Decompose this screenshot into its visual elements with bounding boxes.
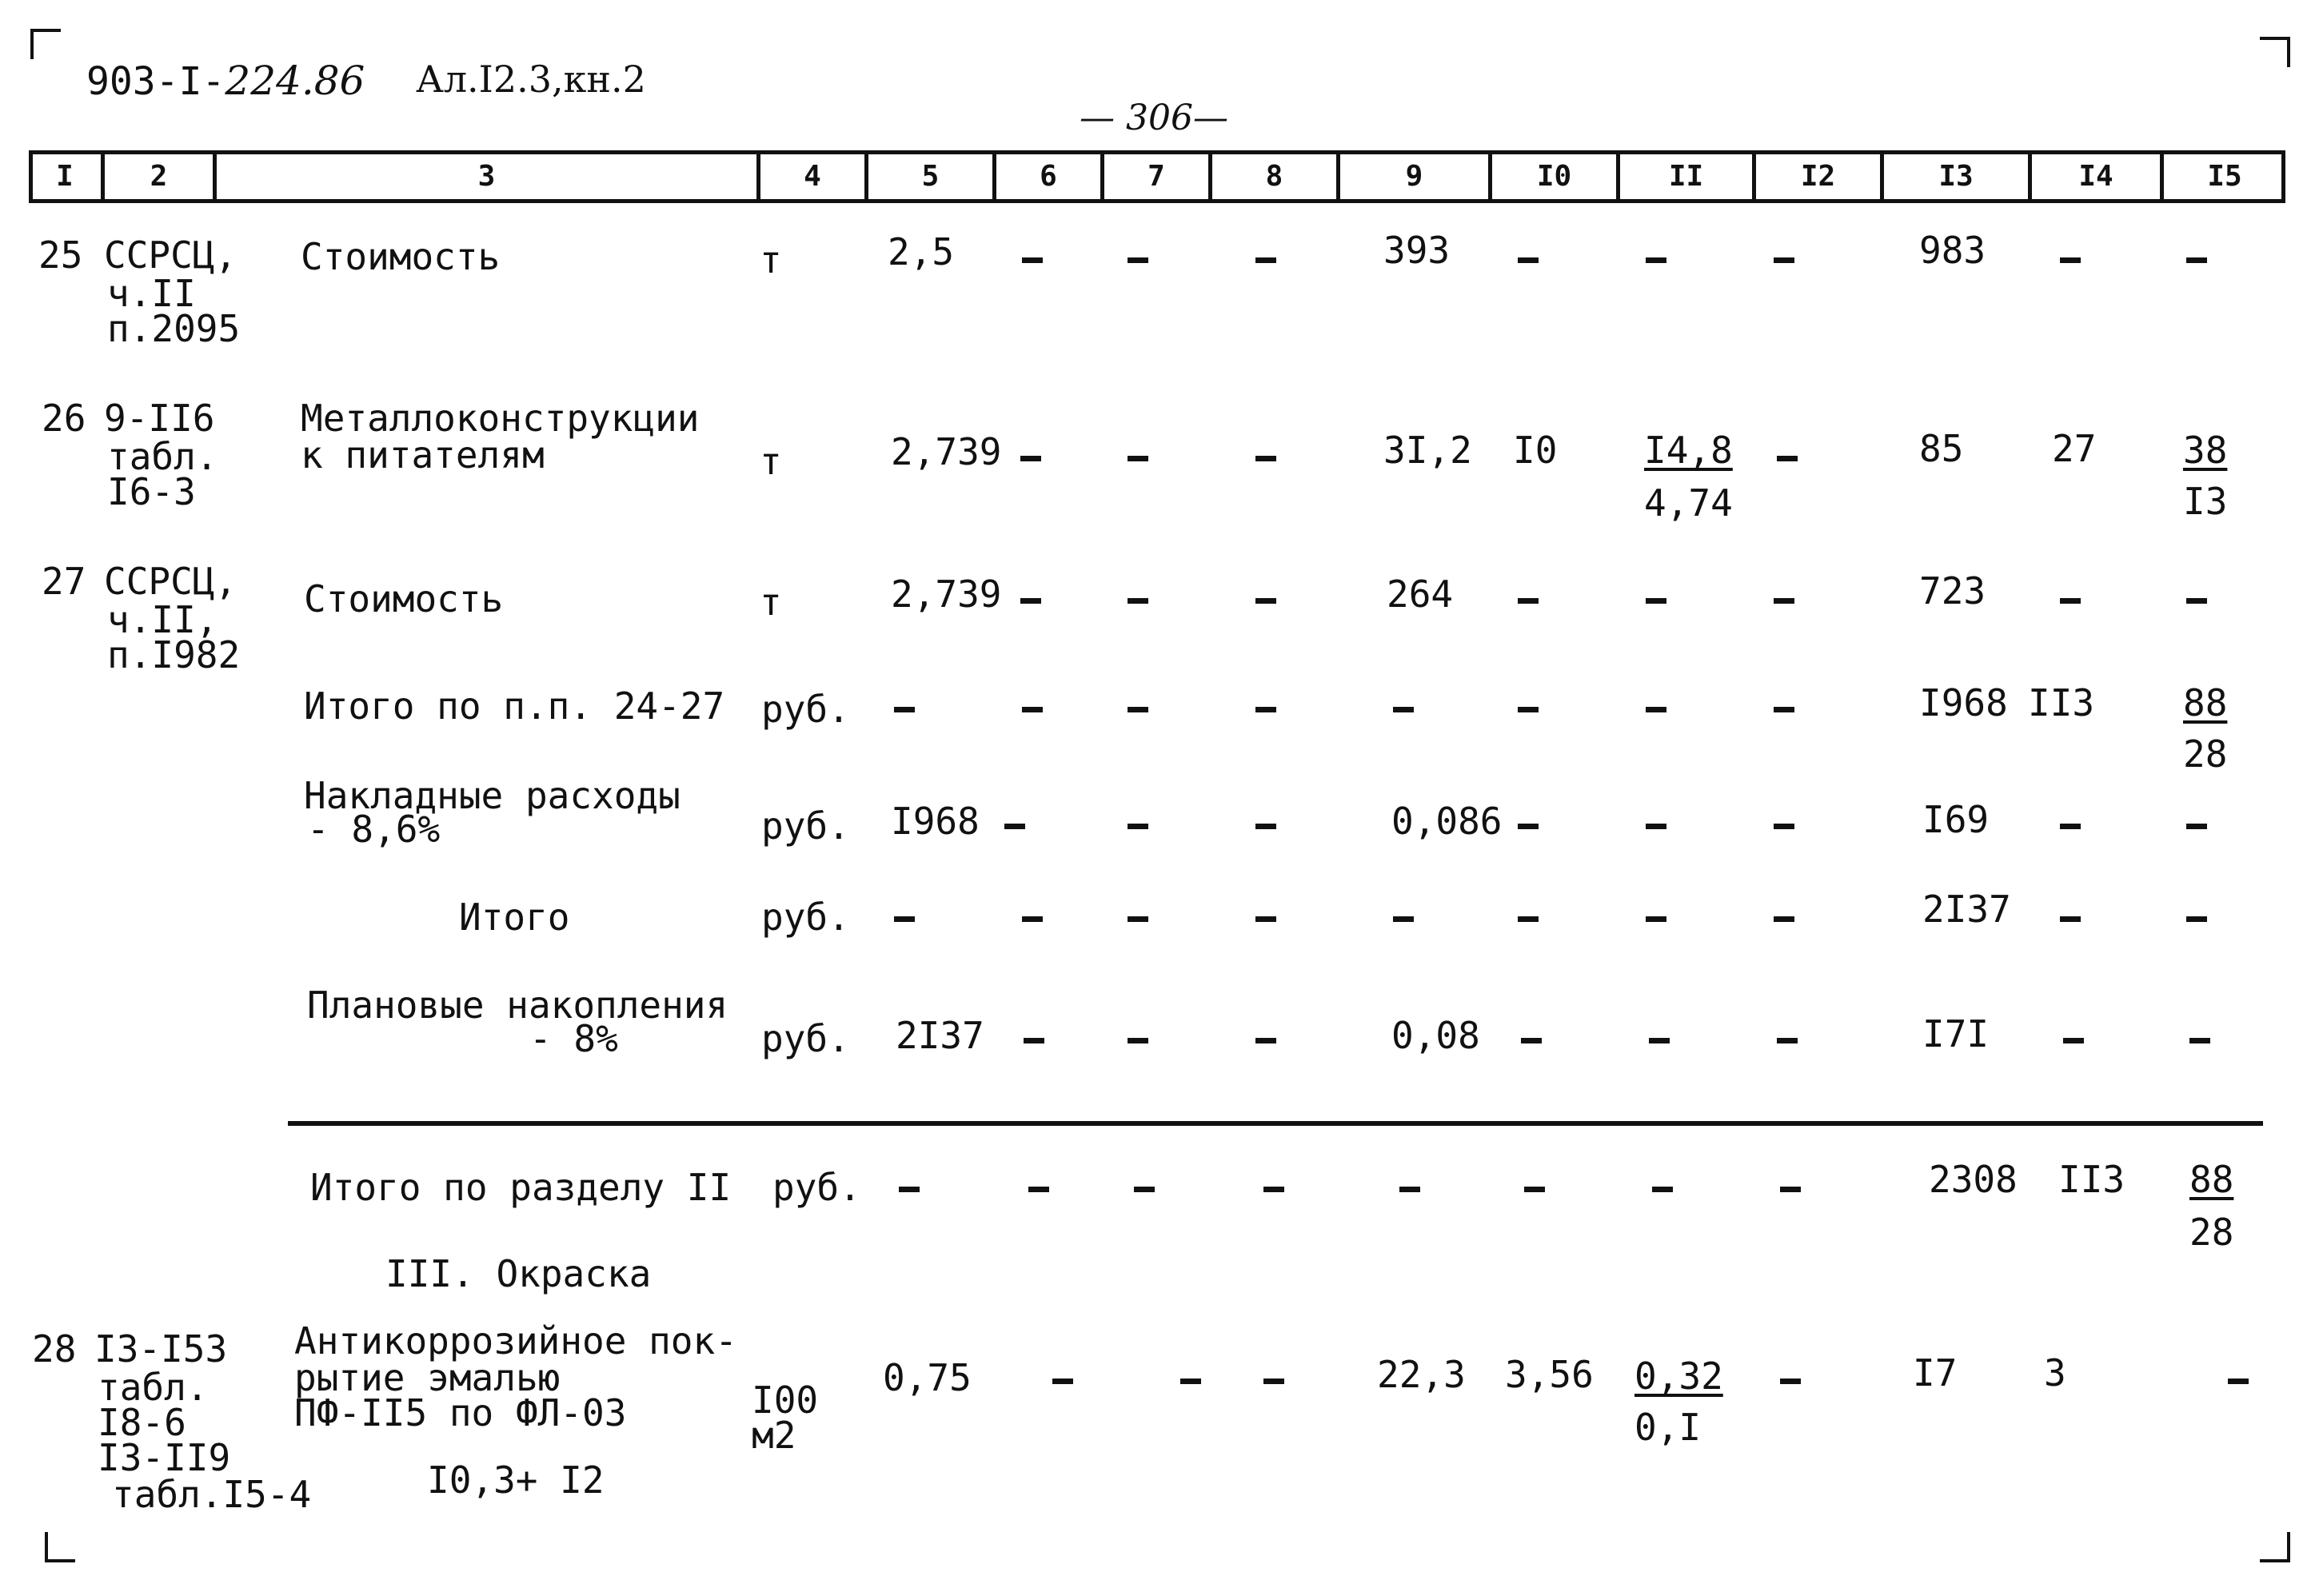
empty-cell-dash	[1180, 1379, 1201, 1384]
quantity: 0,75	[883, 1356, 972, 1399]
empty-cell-dash	[1128, 1038, 1148, 1043]
item-name: Стоимость	[304, 577, 504, 620]
unit: руб.	[761, 804, 850, 848]
column-header-11: II	[1616, 154, 1752, 199]
unit: т	[760, 440, 782, 483]
row-number: 25	[38, 233, 83, 277]
empty-cell-dash	[1646, 916, 1666, 922]
empty-cell-dash	[1399, 1187, 1420, 1192]
empty-cell-dash	[1780, 1379, 1801, 1384]
empty-cell-dash	[1780, 1187, 1801, 1192]
total-cost: 2I37	[1922, 888, 2011, 931]
unit: руб.	[761, 1017, 850, 1060]
empty-cell-dash	[1774, 598, 1794, 604]
quantity: 2,739	[891, 430, 1002, 473]
quantity: 2,5	[888, 230, 955, 273]
empty-cell-dash	[2186, 824, 2207, 829]
item-name-line-1: Плановые накопления	[307, 984, 728, 1027]
column-header-3: 3	[213, 154, 756, 199]
unit-line-1: I00	[752, 1379, 819, 1422]
rate-reference-line-4: I3-II9	[98, 1436, 231, 1479]
machine-wage: 4,74	[1644, 481, 1733, 525]
unit-cost: 3I,2	[1383, 429, 1472, 472]
total-machine-cost: 38	[2183, 429, 2228, 472]
empty-cell-dash	[1022, 257, 1043, 263]
empty-cell-dash	[1649, 1038, 1670, 1043]
empty-cell-dash	[1255, 598, 1276, 604]
total-cost: I7	[1913, 1351, 1958, 1395]
item-name: Итого по разделу II	[310, 1166, 732, 1209]
unit-cost: 264	[1387, 573, 1454, 616]
column-header-7: 7	[1100, 154, 1208, 199]
total-machine-cost: 88	[2189, 1158, 2234, 1201]
empty-cell-dash	[1020, 456, 1041, 461]
item-name-line-1: Антикоррозийное пок-	[294, 1319, 737, 1363]
column-header-1: I	[56, 160, 74, 193]
total-cost: 85	[1919, 427, 1964, 470]
column-header-5: 5	[864, 154, 992, 199]
column-header-row	[29, 150, 2285, 203]
total-machine-wage: 28	[2183, 732, 2228, 776]
item-name: Итого	[459, 896, 570, 939]
empty-cell-dash	[1255, 257, 1276, 263]
column-header-2: 2	[101, 154, 213, 199]
rate-reference-line-1: I3-I53	[94, 1327, 228, 1371]
column-header-8: 8	[1208, 154, 1336, 199]
rate-reference-line-2: ч.II,	[107, 598, 218, 641]
empty-cell-dash	[1004, 824, 1025, 829]
item-name-line-2: - 8%	[529, 1017, 618, 1060]
empty-cell-dash	[1255, 824, 1276, 829]
total-wage: 3	[2044, 1351, 2066, 1395]
empty-cell-dash	[1518, 916, 1539, 922]
empty-cell-dash	[2060, 916, 2081, 922]
corner-mark-top-left	[30, 29, 61, 59]
total-machine-wage: 28	[2189, 1211, 2234, 1254]
empty-cell-dash	[1255, 1038, 1276, 1043]
empty-cell-dash	[1024, 1038, 1044, 1043]
corner-mark-bottom-left	[45, 1532, 75, 1562]
column-header-10: I0	[1488, 154, 1616, 199]
empty-cell-dash	[1128, 257, 1148, 263]
rate-reference-line-3: п.I982	[107, 633, 241, 676]
rate-reference-line-1: 9-II6	[104, 397, 215, 440]
empty-cell-dash	[1646, 598, 1666, 604]
quantity: I968	[891, 800, 980, 843]
unit-cost: 22,3	[1377, 1353, 1466, 1396]
rate-reference-line-1: ССРСЦ,	[104, 233, 237, 277]
empty-cell-dash	[1774, 824, 1794, 829]
item-name-line-2: к питателям	[301, 433, 545, 477]
rate-reference-line-3: п.2095	[107, 307, 241, 350]
item-name-line-1: Накладные расходы	[304, 774, 681, 817]
column-header-4: 4	[756, 154, 864, 199]
rate-reference-line-5: табл.I5-4	[112, 1473, 312, 1516]
empty-cell-dash	[2186, 257, 2207, 263]
empty-cell-dash	[1518, 707, 1539, 712]
total-wage: II3	[2058, 1158, 2125, 1201]
unit: руб.	[772, 1166, 861, 1209]
document-code-prefix: 903-I-	[86, 59, 226, 104]
unit: руб.	[761, 688, 850, 731]
item-name-line-1: Металлоконструкции	[301, 397, 700, 440]
quantity: 2,739	[891, 573, 1002, 616]
empty-cell-dash	[1521, 1038, 1542, 1043]
item-name-line-2: рытие эмалью	[294, 1356, 561, 1399]
empty-cell-dash	[899, 1187, 920, 1192]
row-number: 26	[42, 397, 86, 440]
empty-cell-dash	[1255, 707, 1276, 712]
total-cost: I69	[1922, 798, 1990, 841]
total-wage: II3	[2028, 681, 2095, 724]
machine-cost: 0,32	[1634, 1355, 1723, 1398]
total-cost: 983	[1919, 229, 1986, 272]
unit-cost: 0,086	[1391, 800, 1503, 843]
rate-reference-line-2: ч.II	[107, 272, 196, 315]
empty-cell-dash	[2228, 1379, 2249, 1384]
empty-cell-dash	[2060, 824, 2081, 829]
machine-wage: 0,I	[1634, 1406, 1702, 1449]
empty-cell-dash	[1518, 824, 1539, 829]
empty-cell-dash	[1777, 456, 1798, 461]
empty-cell-dash	[1774, 916, 1794, 922]
unit-cost: 0,08	[1391, 1014, 1480, 1057]
section-title: III. Окраска	[385, 1252, 652, 1295]
total-cost: 2308	[1929, 1158, 2018, 1201]
empty-cell-dash	[1777, 1038, 1798, 1043]
empty-cell-dash	[2189, 1038, 2210, 1043]
rate-reference-line-3: I6-3	[107, 470, 196, 513]
row-number: 27	[42, 560, 86, 603]
empty-cell-dash	[1646, 707, 1666, 712]
page-number: — 306—	[1080, 98, 1228, 138]
empty-cell-dash	[894, 916, 915, 922]
empty-cell-dash	[1255, 916, 1276, 922]
empty-cell-dash	[2186, 916, 2207, 922]
corner-mark-top-right	[2260, 37, 2290, 67]
column-header-14: I4	[2028, 154, 2160, 199]
empty-cell-dash	[1774, 707, 1794, 712]
rate-reference-line-2: табл.	[98, 1366, 209, 1409]
column-header-9: 9	[1336, 154, 1488, 199]
unit: т	[760, 238, 782, 281]
unit-wage: 3,56	[1505, 1353, 1594, 1396]
total-wage: 27	[2052, 427, 2097, 470]
unit-line-2: м2	[752, 1414, 796, 1457]
empty-cell-dash	[1128, 456, 1148, 461]
empty-cell-dash	[1646, 257, 1666, 263]
empty-cell-dash	[1263, 1379, 1284, 1384]
unit: руб.	[761, 896, 850, 939]
empty-cell-dash	[1020, 598, 1041, 604]
column-header-13: I3	[1880, 154, 2028, 199]
album-reference: Ал.I2.3,кн.2	[416, 58, 646, 101]
rate-reference-line-3: I8-6	[98, 1401, 186, 1444]
empty-cell-dash	[1028, 1187, 1049, 1192]
empty-cell-dash	[2060, 257, 2081, 263]
empty-cell-dash	[1774, 257, 1794, 263]
item-name-line-2: - 8,6%	[307, 808, 441, 851]
column-header-6: 6	[992, 154, 1100, 199]
empty-cell-dash	[894, 707, 915, 712]
total-machine-cost: 88	[2183, 681, 2228, 724]
empty-cell-dash	[1128, 916, 1148, 922]
empty-cell-dash	[1022, 707, 1043, 712]
rate-reference-line-1: ССРСЦ,	[104, 560, 237, 603]
empty-cell-dash	[1393, 707, 1414, 712]
rate-reference-line-2: табл.	[107, 435, 218, 478]
empty-cell-dash	[1052, 1379, 1073, 1384]
empty-cell-dash	[1128, 707, 1148, 712]
empty-cell-dash	[1524, 1187, 1545, 1192]
empty-cell-dash	[1518, 598, 1539, 604]
empty-cell-dash	[1022, 916, 1043, 922]
unit: т	[760, 581, 782, 624]
empty-cell-dash	[2060, 598, 2081, 604]
empty-cell-dash	[2186, 598, 2207, 604]
quantity-note: I0,3+ I2	[427, 1458, 605, 1502]
item-name: Стоимость	[301, 235, 501, 278]
empty-cell-dash	[1255, 456, 1276, 461]
column-header-15: I5	[2160, 154, 2285, 199]
quantity: 2I37	[896, 1014, 984, 1057]
empty-cell-dash	[1263, 1187, 1284, 1192]
item-name: Итого по п.п. 24-27	[304, 684, 725, 728]
empty-cell-dash	[1652, 1187, 1673, 1192]
row-number: 28	[32, 1327, 77, 1371]
empty-cell-dash	[2063, 1038, 2084, 1043]
section-divider	[288, 1121, 2263, 1126]
item-name-line-3: ПФ-II5 по ФЛ-03	[294, 1391, 627, 1434]
empty-cell-dash	[1518, 257, 1539, 263]
empty-cell-dash	[1128, 824, 1148, 829]
unit-cost: 393	[1383, 229, 1451, 272]
document-code-handwritten: 224.86	[225, 58, 365, 104]
total-machine-wage: I3	[2183, 480, 2228, 523]
unit-wage: I0	[1513, 429, 1558, 472]
empty-cell-dash	[1393, 916, 1414, 922]
total-cost: 723	[1919, 569, 1986, 612]
corner-mark-bottom-right	[2260, 1532, 2290, 1562]
total-cost: I7I	[1922, 1012, 1990, 1055]
empty-cell-dash	[1646, 824, 1666, 829]
empty-cell-dash	[1134, 1187, 1155, 1192]
total-cost: I968	[1919, 681, 2008, 724]
machine-cost: I4,8	[1644, 429, 1733, 472]
empty-cell-dash	[1128, 598, 1148, 604]
document-code	[86, 58, 365, 104]
column-header-12: I2	[1752, 154, 1880, 199]
